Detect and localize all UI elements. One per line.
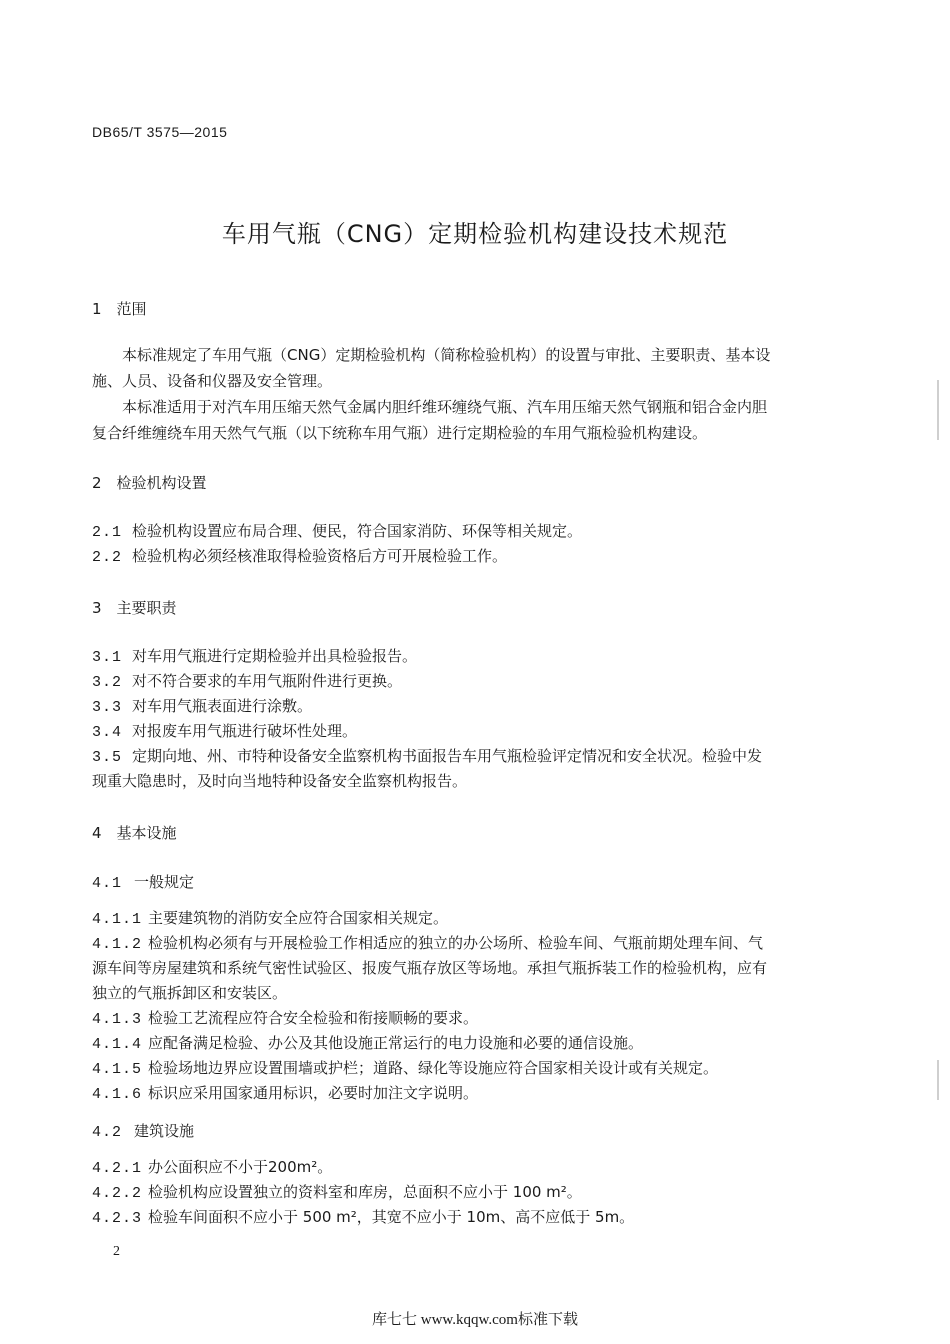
clause-4-1-1 <box>92 907 448 928</box>
clause-number: 4.1.5 <box>92 1061 143 1078</box>
clause-text: 检验机构必须经核准取得检验资格后方可开展检验工作。 <box>132 547 508 565</box>
clause-3-5-line-2: 现重大隐患时，及时向当地特种设备安全监察机构报告。 <box>92 772 468 790</box>
clause-3-5-line-1 <box>92 745 762 766</box>
clause-number: 4.1.2 <box>92 936 143 953</box>
clause-text: 对车用气瓶进行定期检验并出具检验报告。 <box>132 647 418 665</box>
clause-number: 3.5 <box>92 749 123 766</box>
clause-number: 4.2.3 <box>92 1210 143 1227</box>
clause-number: 3.1 <box>92 649 123 666</box>
clause-4-1-5 <box>92 1057 718 1078</box>
clause-text: 对车用气瓶表面进行涂敷。 <box>132 697 313 715</box>
clause-text: 应配备满足检验、办公及其他设施正常运行的电力设施和必要的通信设施。 <box>148 1034 644 1052</box>
clause-text: 检验场地边界应设置围墙或护栏；道路、绿化等设施应符合国家相关设计或有关规定。 <box>148 1059 719 1077</box>
clause-text: 对报废车用气瓶进行破坏性处理。 <box>132 722 358 740</box>
section-4-heading: 4 基本设施 <box>92 824 177 842</box>
clause-4-2-2 <box>92 1181 582 1202</box>
clause-text: 检验机构必须有与开展检验工作相适应的独立的办公场所、检验车间、气瓶前期处理车间、气 <box>148 934 764 952</box>
clause-number: 4.1.3 <box>92 1011 143 1028</box>
clause-number: 4.1.1 <box>92 911 143 928</box>
clause-text: 标识应采用国家通用标识，必要时加注文字说明。 <box>148 1084 479 1102</box>
section-3-heading: 3 主要职责 <box>92 599 177 617</box>
page-number: 2 <box>113 1244 120 1259</box>
clause-4-1-3 <box>92 1007 478 1028</box>
clause-2-2 <box>92 545 507 566</box>
scan-edge-mark <box>937 1060 939 1100</box>
clause-4-1-6 <box>92 1082 478 1103</box>
clause-3-4 <box>92 720 357 741</box>
clause-text: 主要建筑物的消防安全应符合国家相关规定。 <box>148 909 449 927</box>
section-number: 4.2 <box>92 1124 123 1141</box>
section-title: 建筑设施 <box>134 1122 195 1140</box>
clause-number: 4.2.1 <box>92 1160 143 1177</box>
clause-4-2-3 <box>92 1206 634 1227</box>
clause-3-1 <box>92 645 417 666</box>
section-2-heading: 2 检验机构设置 <box>92 474 207 492</box>
clause-4-1-2-line-3: 独立的气瓶拆卸区和安装区。 <box>92 984 288 1002</box>
clause-number: 3.4 <box>92 724 123 741</box>
section-title: 一般规定 <box>134 873 195 891</box>
clause-4-2-1 <box>92 1156 332 1177</box>
clause-text: 办公面积应不小于200m²。 <box>148 1158 333 1176</box>
clause-number: 3.2 <box>92 674 123 691</box>
clause-3-2 <box>92 670 402 691</box>
clause-text: 检验机构设置应布局合理、便民，符合国家消防、环保等相关规定。 <box>132 522 583 540</box>
document-title: 车用气瓶（CNG）定期检验机构建设技术规范 <box>221 220 729 248</box>
section-4-2-heading <box>92 1120 194 1141</box>
clause-number: 4.2.2 <box>92 1185 143 1202</box>
clause-number: 2.1 <box>92 524 123 541</box>
document-code: DB65/T 3575—2015 <box>92 124 228 140</box>
clause-number: 3.3 <box>92 699 123 716</box>
section-1-para-2-line-2: 复合纤维缠绕车用天然气气瓶（以下统称车用气瓶）进行定期检验的车用气瓶检验机构建设。 <box>92 424 708 442</box>
clause-text: 检验机构应设置独立的资料室和库房，总面积不应小于 100 m²。 <box>148 1183 582 1201</box>
section-1-para-1-line-2: 施、人员、设备和仪器及安全管理。 <box>92 372 333 390</box>
clause-number: 4.1.4 <box>92 1036 143 1053</box>
footer-watermark: 库七七 www.kqqw.com标准下载 <box>372 1312 578 1328</box>
clause-3-3 <box>92 695 312 716</box>
clause-number: 4.1.6 <box>92 1086 143 1103</box>
section-4-1-heading <box>92 871 194 892</box>
clause-text: 对不符合要求的车用气瓶附件进行更换。 <box>132 672 403 690</box>
clause-4-1-4 <box>92 1032 643 1053</box>
scan-edge-mark <box>937 380 939 440</box>
clause-text: 定期向地、州、市特种设备安全监察机构书面报告车用气瓶检验评定情况和安全状况。检验中发 <box>132 747 763 765</box>
clause-number: 2.2 <box>92 549 123 566</box>
clause-4-1-2-line-2: 源车间等房屋建筑和系统气密性试验区、报废气瓶存放区等场地。承担气瓶拆装工作的检验机构，应有 <box>92 959 768 977</box>
section-1-para-1-line-1: 本标准规定了车用气瓶（CNG）定期检验机构（简称检验机构）的设置与审批、主要职责、基本设 <box>122 346 771 364</box>
section-1-para-2-line-1: 本标准适用于对汽车用压缩天然气金属内胆纤维环缠绕气瓶、汽车用压缩天然气钢瓶和铝合金内胆 <box>122 398 768 416</box>
clause-2-1 <box>92 520 582 541</box>
clause-4-1-2-line-1 <box>92 932 763 953</box>
clause-text: 检验工艺流程应符合安全检验和衔接顺畅的要求。 <box>148 1009 479 1027</box>
clause-text: 检验车间面积不应小于 500 m²，其宽不应小于 10m、高不应低于 5m。 <box>148 1208 635 1226</box>
section-number: 4.1 <box>92 875 123 892</box>
section-1-heading: 1 范围 <box>92 300 147 318</box>
